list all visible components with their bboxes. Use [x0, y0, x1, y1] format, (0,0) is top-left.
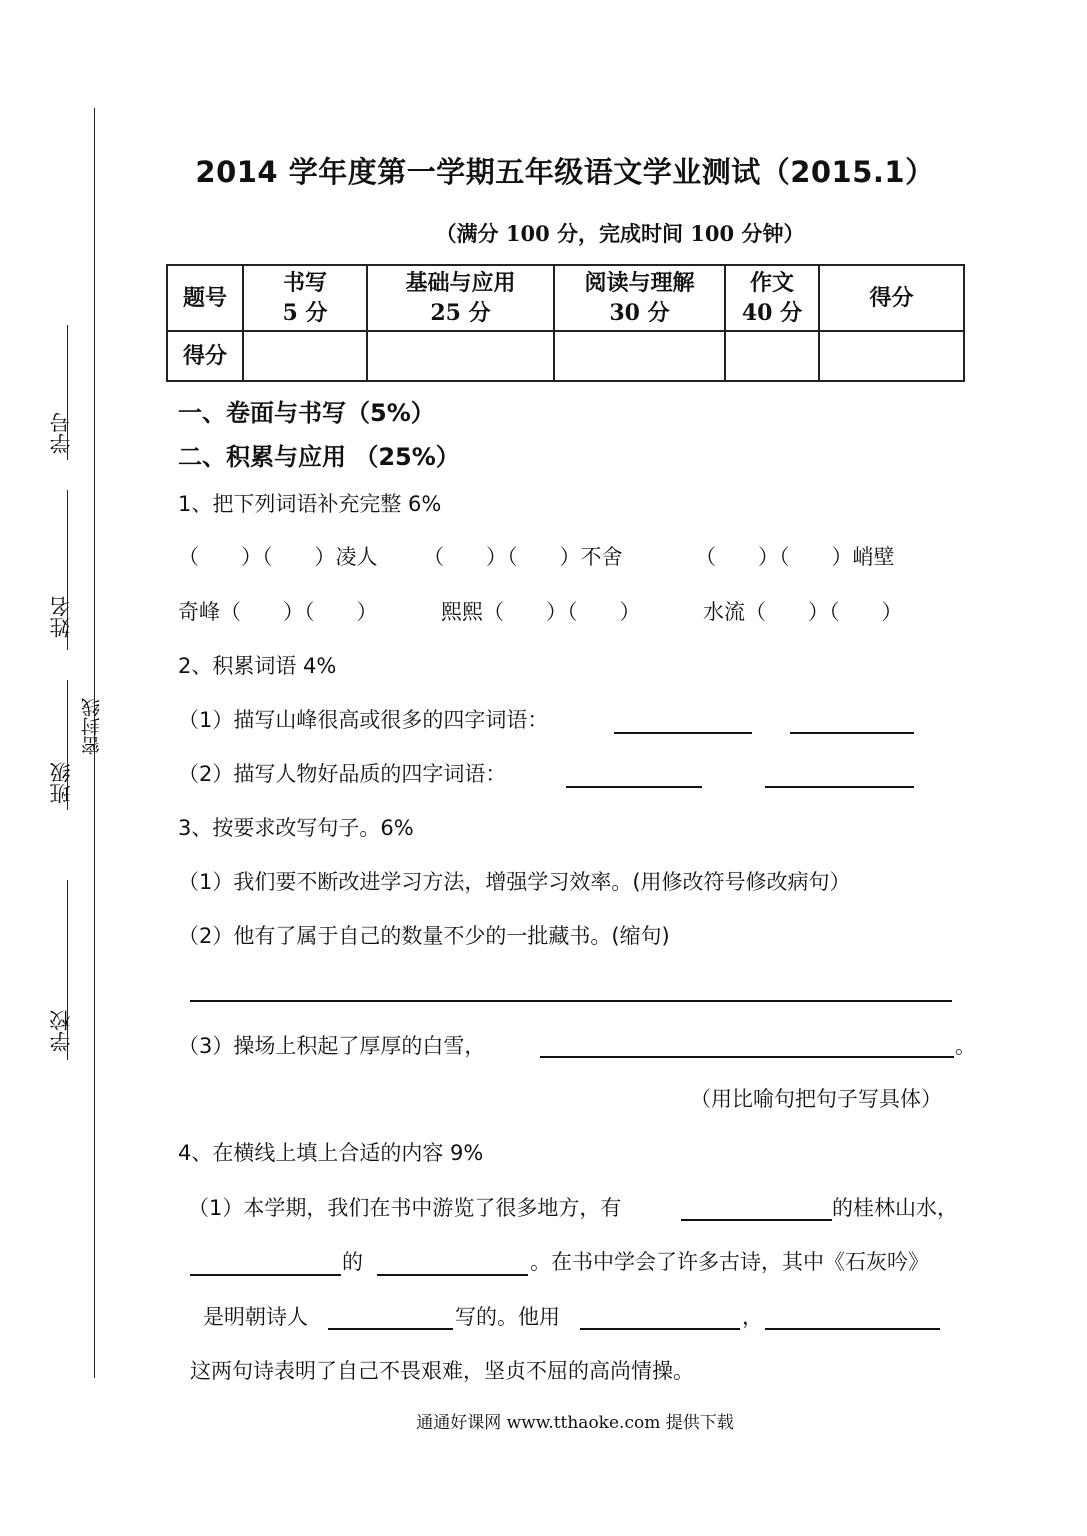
- q2-item-1-blank-2[interactable]: [790, 732, 914, 734]
- q3-item-3-prefix: （3）操场上积起了厚厚的白雪，: [178, 1034, 486, 1058]
- seal-line-label: 密封线: [81, 698, 103, 755]
- q4-line-1-text-b: 的桂林山水，: [832, 1196, 958, 1220]
- q4-blank-5[interactable]: [580, 1328, 740, 1330]
- q1-item-3: （ ）（ ）峭壁: [695, 545, 895, 569]
- q4-blank-4[interactable]: [328, 1328, 453, 1330]
- score-table-header-row: [167, 265, 964, 331]
- header-cell-total: 得分: [819, 265, 964, 331]
- score-cell-basics[interactable]: [367, 331, 554, 381]
- q4-line-3-text-b: 写的。他用: [455, 1305, 560, 1329]
- q4-blank-2[interactable]: [190, 1274, 341, 1276]
- school-label: 学校: [49, 1010, 73, 1052]
- q2-title: 2、积累词语 4%: [178, 654, 337, 678]
- q3-item-2: （2）他有了属于自己的数量不少的一批藏书。(缩句): [178, 924, 670, 948]
- q3-title: 3、按要求改写句子。6%: [178, 816, 414, 840]
- q2-item-1: （1）描写山峰很高或很多的四字词语：: [178, 708, 549, 732]
- section-1-heading: 一、卷面与书写（5%）: [178, 399, 435, 427]
- score-row-label: 得分: [167, 331, 243, 381]
- q3-item-3-suffix: 。: [955, 1034, 976, 1058]
- header-cell-writing: 书写 5 分: [243, 265, 367, 331]
- exam-subtitle: （满分 100 分，完成时间 100 分钟）: [435, 221, 805, 246]
- q4-line-2-text-a: 的: [342, 1250, 363, 1274]
- header-cell-question-no: 题号: [167, 265, 243, 331]
- q4-title: 4、在横线上填上合适的内容 9%: [178, 1141, 484, 1165]
- student-name-label: 姓名: [49, 596, 73, 638]
- score-table-score-row: [167, 331, 964, 381]
- header-cell-composition: 作文 40 分: [725, 265, 819, 331]
- q1-item-2: （ ）（ ）不舍: [423, 545, 623, 569]
- score-cell-writing[interactable]: [243, 331, 367, 381]
- q4-blank-3[interactable]: [377, 1274, 528, 1276]
- q4-line-3-text-a: 是明朝诗人: [203, 1305, 308, 1329]
- q4-line-1-text-a: （1）本学期，我们在书中游览了很多地方，有: [188, 1196, 622, 1220]
- header-cell-basics: 基础与应用 25 分: [367, 265, 554, 331]
- q2-item-2-blank-2[interactable]: [765, 786, 914, 788]
- q3-item-1: （1）我们要不断改进学习方法，增强学习效率。(用修改符号修改病句）: [178, 870, 851, 894]
- score-table: [166, 264, 965, 382]
- q4-line-4: 这两句诗表明了自己不畏艰难，坚贞不屈的高尚情操。: [190, 1359, 694, 1383]
- q1-item-5: 熙熙（ ）（ ）: [441, 600, 641, 624]
- score-cell-reading[interactable]: [554, 331, 725, 381]
- student-id-label: 学号: [49, 412, 73, 454]
- score-cell-total[interactable]: [819, 331, 964, 381]
- header-cell-reading: 阅读与理解 30 分: [554, 265, 725, 331]
- q1-title: 1、把下列词语补充完整 6%: [178, 492, 442, 516]
- q3-item-2-answer-line[interactable]: [190, 1000, 952, 1002]
- q3-item-3-note: （用比喻句把句子写具体）: [690, 1087, 942, 1111]
- q1-item-6: 水流（ ）（ ）: [703, 600, 903, 624]
- q4-line-3-text-c: ，: [742, 1305, 763, 1329]
- q1-item-1: （ ）（ ）凌人: [178, 545, 378, 569]
- q2-item-2-blank-1[interactable]: [566, 786, 702, 788]
- score-cell-composition[interactable]: [725, 331, 819, 381]
- q1-item-4: 奇峰（ ）（ ）: [178, 600, 378, 624]
- q2-item-1-blank-1[interactable]: [614, 732, 752, 734]
- q3-item-3-answer-line[interactable]: [540, 1056, 954, 1058]
- q4-line-2-text-b: 。在书中学会了许多古诗，其中《石灰吟》: [530, 1250, 929, 1274]
- q4-blank-1[interactable]: [681, 1219, 832, 1221]
- section-2-heading: 二、积累与应用 （25%）: [178, 443, 460, 471]
- exam-title: 2014 学年度第一学期五年级语文学业测试（2015.1）: [195, 155, 935, 189]
- q2-item-2: （2）描写人物好品质的四字词语：: [178, 762, 507, 786]
- q4-blank-6[interactable]: [765, 1328, 940, 1330]
- footer-credit: 通通好课网 www.tthaoke.com 提供下载: [416, 1413, 734, 1433]
- class-label: 班级: [49, 762, 73, 804]
